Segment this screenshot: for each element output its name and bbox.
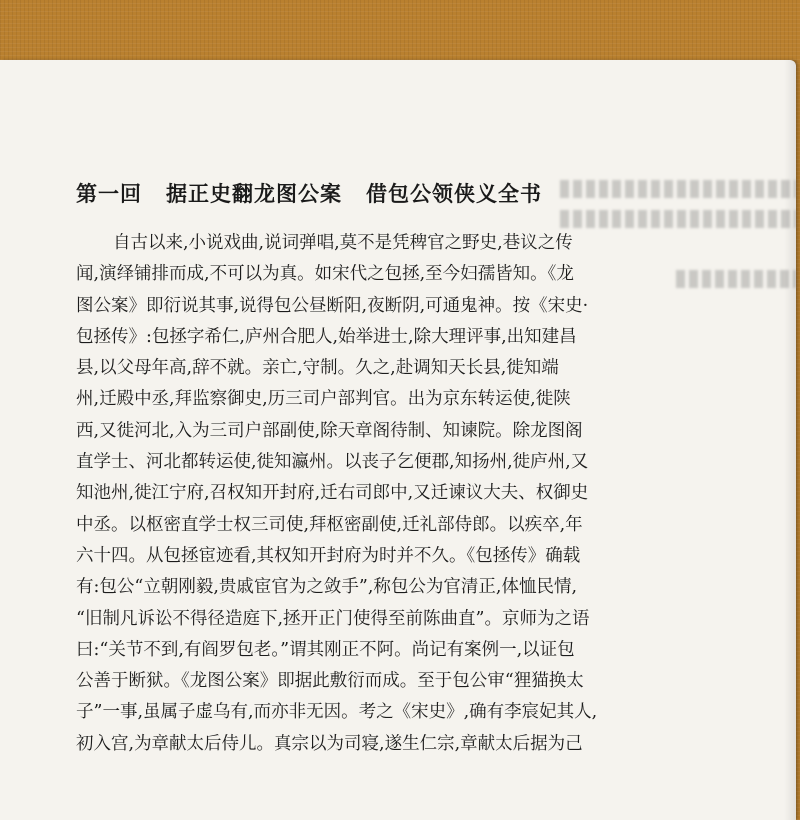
show-through-text bbox=[560, 180, 796, 198]
text-line: 子”一事,虽属子虚乌有,而亦非无因。考之《宋史》,确有李宸妃其人, bbox=[76, 702, 598, 723]
text-line: “旧制凡诉讼不得径造庭下,拯开正门使得至前陈曲直”。京师为之语 bbox=[76, 608, 590, 629]
text-line: 自古以来,小说戏曲,说词弹唱,莫不是凭稗官之野史,巷议之传 bbox=[113, 233, 573, 253]
show-through-text bbox=[560, 210, 796, 228]
chapter-title-part1: 据正史翻龙图公案 bbox=[166, 182, 342, 206]
body-text bbox=[76, 228, 656, 760]
text-line: 初入宫,为章献太后侍儿。真宗以为司寝,遂生仁宗,章献太后据为己 bbox=[76, 733, 583, 754]
text-line: 曰:“关节不到,有阎罗包老。”谓其刚正不阿。尚记有案例一,以证包 bbox=[76, 639, 575, 660]
page-edge-shadow bbox=[784, 60, 796, 820]
text-line: 直学士、河北都转运使,徙知瀛州。以丧子乞便郡,知扬州,徙庐州,又 bbox=[76, 452, 589, 473]
text-line: 图公案》即衍说其事,说得包公昼断阳,夜断阴,可通鬼神。按《宋史· bbox=[76, 295, 589, 316]
text-line: 有:包公“立朝刚毅,贵戚宦官为之敛手”,称包公为官清正,体恤民情, bbox=[76, 577, 578, 598]
chapter-title-part2: 借包公领侠义全书 bbox=[366, 182, 542, 206]
show-through-text bbox=[676, 270, 796, 288]
chapter-title bbox=[76, 178, 542, 208]
text-line: 中丞。以枢密直学士权三司使,拜枢密副使,迁礼部侍郎。以疾卒,年 bbox=[76, 514, 583, 535]
chapter-number: 第一回 bbox=[76, 182, 142, 206]
text-line: 州,迁殿中丞,拜监察御史,历三司户部判官。出为京东转运使,徙陕 bbox=[76, 389, 571, 410]
text-line: 包拯传》:包拯字希仁,庐州合肥人,始举进士,除大理评事,出知建昌 bbox=[76, 326, 577, 347]
text-line: 县,以父母年高,辞不就。亲亡,守制。久之,赴调知天长县,徙知端 bbox=[76, 358, 559, 379]
text-line: 公善于断狱。《龙图公案》即据此敷衍而成。至于包公审“狸猫换太 bbox=[76, 671, 584, 692]
text-line: 西,又徙河北,入为三司户部副使,除天章阁待制、知谏院。除龙图阁 bbox=[76, 420, 583, 441]
text-line: 六十四。从包拯宦迹看,其权知开封府为时并不久。《包拯传》确载 bbox=[76, 545, 581, 566]
text-line: 知池州,徙江宁府,召权知开封府,迁右司郎中,又迁谏议大夫、权御史 bbox=[76, 483, 589, 504]
text-line: 闻,演绎铺排而成,不可以为真。如宋代之包拯,至今妇孺皆知。《龙 bbox=[76, 264, 574, 285]
